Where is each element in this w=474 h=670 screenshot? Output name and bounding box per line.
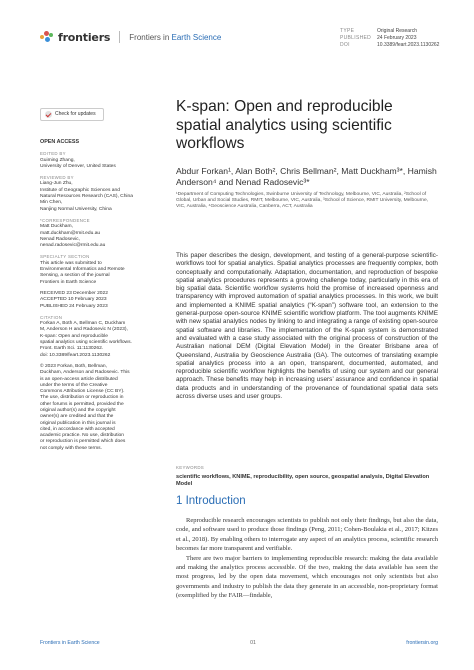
paragraph: Reproducible research encourages scientists to publish not only their findings, but also the data, code, and software used to produce those findings (Peng, 2011; Cohen-Boulakia et al., 2017; Kitzes et al., 2018). By enabling others to interrogate any aspect of an analytics process, scientific research becomes far more transparent and verifiable. [176, 517, 438, 553]
sidebar-dates: RECEIVED 23 December 2022 ACCEPTED 10 February 2023 PUBLISHED 24 February 2023 [40, 290, 108, 309]
paragraph: There are two major barriers to implementing reproducible research: making the data available and making the analytics process accessible. Of the two, making the data available has seen the most progress, led by the open data movement, which encourages not only scientists but also governments and industry to publish the data they generate in an accessible, non-proprietary format (exemplified by the FAIR—findable, [176, 554, 438, 600]
sidebar-edited-by: EDITED BY Guiming Zhang, University of Denver, United States [40, 151, 116, 169]
check-for-updates-button[interactable] [40, 108, 104, 121]
meta-doi: DOI 10.3389/feart.2023.1130262 [340, 42, 440, 48]
article-header [176, 98, 438, 210]
logo-text: frontiers [58, 30, 111, 44]
frontiers-logo[interactable] [40, 30, 221, 44]
frontiers-dots-icon [40, 30, 54, 44]
meta-published: PUBLISHED 24 February 2023 [340, 35, 417, 41]
page-footer [40, 640, 438, 646]
sidebar-reviewed-by: REVIEWED BY Liang-Jun Zhu, Institute of Geographic Sciences and Natural Resources Research (CAS), China Min Chen, Nanjing Normal University, China [40, 175, 133, 212]
page-number: 01 [250, 640, 256, 646]
meta-type: TYPE Original Research [340, 28, 418, 34]
sidebar-specialty-section: SPECIALTY SECTION This article was submitted to Environmental Informatics and Remote Sensing, a section of the journal Frontiers in Earth Science [40, 254, 125, 285]
section-title-introduction: 1 Introduction [176, 495, 246, 507]
affiliations: ¹Department of Computing Technologies, Swinburne University of Technology, Melbourne, VIC, Australia, ²School of Global, Urban and Social Studies, RMIT, Melbourne, VIC, Australia, ³School of Science, RMIT University, Melbourne, VIC, Australia, ⁴Geoscience Australia, Canberra, ACT, Australia [176, 191, 429, 210]
keywords: scientific workflows, KNIME, reproducibility, open source, geospatial analysis, Digital Elevation Model [176, 474, 430, 488]
sidebar-copyright: © 2023 Forkan, Both, Bellman, Duckham, Anderson and Radosevic. This is an open-access article distributed under the terms of the Creative Commons Attribution License (CC BY). The use, distribution or reproduction in other forums is permitted, provided the original author(s) and the copyright owner(s) are credited and that the original publication in this journal is cited, in accordance with accepted academic practice. No use, distribution or reproduction is permitted which does not comply with these terms. [40, 363, 130, 451]
footer-journal[interactable]: Frontiers in Earth Science [40, 640, 100, 646]
logo-divider [119, 31, 120, 43]
journal-name[interactable]: Frontiers in Earth Science [129, 32, 222, 42]
page-header [0, 0, 474, 70]
sidebar-citation: CITATION Forkan A, Both A, Bellman C, Duckham M, Anderson H and Radosevic N (2023), K-span: Open and reproducible spatial analytics using scientific workflows. Front. Earth Sci. 11:1130262. doi: 10.3389/feart.2023.1130262 [40, 314, 132, 358]
abstract: This paper describes the design, development, and testing of a general-purpose scientific-workflows tool for spatial analytics. Spatial analytics processes are frequently complex, both conceptually and computationally. Adaptation, documentation, and reproduction of bespoke spatial analytics procedures represents a growing challenge today, particularly in this era of big spatial data. Scientific workflow systems hold the promise of increased openness and transparency with improved automation of spatial analytics processes. In this work, we built and implemented a KNIME spatial analytics (“K-span”) software tool, an extension to the general-purpose open-source KNIME scientific workflow platform. The tool augments KNIME with new spatial analytics nodes by linking to and integrating a range of existing open-source spatial software and libraries. The implementation of the K-span system is demonstrated and evaluated with a case study associated with the original process of construction of the Australian national DEM (Digital Elevation Model) in the Greater Brisbane area of Queensland, Australia by Geoscience Australia (GA). The outcomes of translating example spatial analytics process into a an open, transparent, documented, automated, and reproducible scientific workflow highlights the benefits of using our system and our general approach. These benefits may help in increasing users’ assurance and confidence in spatial data products and in understanding of the provenance of foundational spatial data sets across diverse uses and user groups. [176, 252, 439, 401]
article-title: K-span: Open and reproducible spatial analytics using scientific workflows [176, 98, 393, 152]
footer-site-link[interactable]: frontiersin.org [406, 640, 438, 646]
introduction-body [176, 516, 438, 601]
article-meta [340, 28, 439, 49]
article-sidebar [40, 108, 140, 452]
keywords-heading: KEYWORDS [176, 465, 205, 470]
check-updates-icon [45, 111, 52, 118]
author-list: Abdur Forkan¹, Alan Both², Chris Bellman², Matt Duckham³*, Hamish Anderson⁴ and Nenad Radosevic³* [176, 165, 437, 187]
sidebar-correspondence[interactable]: *CORRESPONDENCE Matt Duckham, matt.duckham@rmit.edu.au Nenad Radosevic, nenad.radosevic@rmit.edu.au [40, 217, 106, 249]
check-updates-label: Check for updates [55, 111, 96, 118]
open-access-label: OPEN ACCESS [40, 139, 80, 145]
